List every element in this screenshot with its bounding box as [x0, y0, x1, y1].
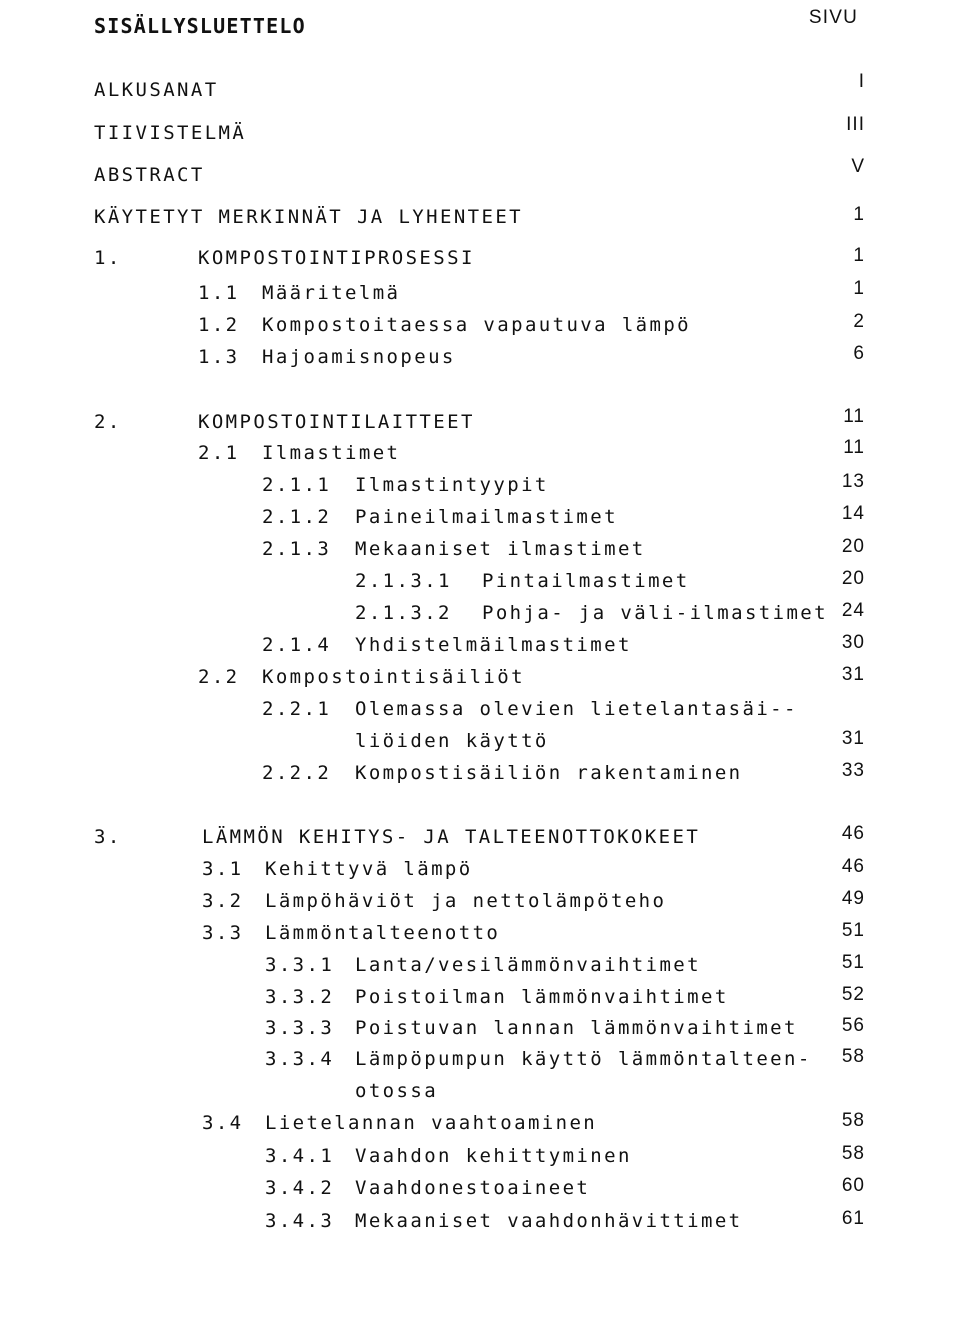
- toc-number: 3.4.2: [265, 1177, 335, 1199]
- toc-text: Mekaaniset vaahdonhävittimet: [355, 1210, 743, 1232]
- toc-page: 1: [853, 204, 865, 225]
- toc-text: Olemassa olevien lietelantasäi--: [355, 698, 798, 720]
- toc-page: 60: [841, 1175, 865, 1196]
- toc-number: 2.1.3.2: [355, 602, 452, 624]
- toc-number: 3.4.1: [265, 1145, 335, 1167]
- toc-number: 3.3.1: [265, 954, 335, 976]
- toc-text: ABSTRACT: [94, 164, 205, 186]
- toc-page: 24: [841, 600, 865, 621]
- toc-text: Pintailmastimet: [482, 570, 690, 592]
- toc-text: Ilmastintyypit: [355, 474, 549, 496]
- toc-text: Lanta/vesilämmönvaihtimet: [355, 954, 701, 976]
- toc-page: 51: [841, 920, 865, 941]
- toc-page: 49: [841, 888, 865, 909]
- toc-text: Paineilmailmastimet: [355, 506, 618, 528]
- toc-text: Määritelmä: [262, 282, 401, 304]
- toc-text: ALKUSANAT: [94, 79, 219, 101]
- toc-number: 2.1.2: [262, 506, 332, 528]
- toc-text-continued: liöiden käyttö: [355, 730, 549, 752]
- toc-page: 20: [841, 568, 865, 589]
- toc-text: Kompostoitaessa vapautuva lämpö: [262, 314, 692, 336]
- toc-page: 33: [841, 760, 865, 781]
- toc-text: Kompostisäiliön rakentaminen: [355, 762, 743, 784]
- toc-number: 2.1.3: [262, 538, 332, 560]
- toc-text: Kehittyvä lämpö: [265, 858, 473, 880]
- toc-number: 1.1: [198, 282, 240, 304]
- toc-number: 1.2: [198, 314, 240, 336]
- toc-text: Yhdistelmäilmastimet: [355, 634, 632, 656]
- toc-number: 2.2.1: [262, 698, 332, 720]
- toc-number: 3.3.2: [265, 986, 335, 1008]
- toc-page: 1: [853, 245, 865, 266]
- toc-number: 3.: [94, 826, 122, 848]
- toc-page: I: [858, 71, 865, 92]
- toc-text: KOMPOSTOINTILAITTEET: [198, 411, 475, 433]
- toc-page: 52: [841, 984, 865, 1005]
- toc-text: LÄMMÖN KEHITYS- JA TALTEENOTTOKOKEET: [202, 826, 701, 848]
- toc-number: 2.1.4: [262, 634, 332, 656]
- toc-page: 11: [843, 437, 865, 458]
- toc-page: III: [846, 114, 865, 135]
- toc-page: 31: [841, 728, 865, 749]
- toc-number: 2.: [94, 411, 122, 433]
- toc-number: 3.3.4: [265, 1048, 335, 1070]
- toc-number: 3.3.3: [265, 1017, 335, 1039]
- toc-page: 2: [853, 311, 865, 332]
- toc-text: KOMPOSTOINTIPROSESSI: [198, 247, 475, 269]
- toc-text: Kompostointisäiliöt: [262, 666, 525, 688]
- toc-text: Vaahdonestoaineet: [355, 1177, 591, 1199]
- toc-number: 1.3: [198, 346, 240, 368]
- toc-text: Hajoamisnopeus: [262, 346, 456, 368]
- toc-page: V: [851, 156, 865, 177]
- toc-text-continued: otossa: [355, 1080, 439, 1102]
- toc-text: Ilmastimet: [262, 442, 401, 464]
- toc-page: 13: [841, 471, 865, 492]
- toc-page: 31: [841, 664, 865, 685]
- toc-text: Poistuvan lannan lämmönvaihtimet: [355, 1017, 798, 1039]
- toc-number: 2.1: [198, 442, 240, 464]
- toc-text: Vaahdon kehittyminen: [355, 1145, 632, 1167]
- toc-text: KÄYTETYT MERKINNÄT JA LYHENTEET: [94, 206, 524, 228]
- toc-page: 6: [853, 343, 865, 364]
- toc-number: 3.3: [202, 922, 244, 944]
- toc-text: Mekaaniset ilmastimet: [355, 538, 646, 560]
- toc-page: 51: [841, 952, 865, 973]
- toc-page: 1: [853, 278, 865, 299]
- toc-text: Lietelannan vaahtoaminen: [265, 1112, 598, 1134]
- toc-page: 58: [841, 1143, 865, 1164]
- toc-page: 61: [841, 1208, 865, 1229]
- toc-number: 2.2.2: [262, 762, 332, 784]
- toc-page: 56: [841, 1015, 865, 1036]
- toc-text: Lämmöntalteenotto: [265, 922, 501, 944]
- toc-text: TIIVISTELMÄ: [94, 122, 247, 144]
- toc-number: 2.2: [198, 666, 240, 688]
- toc-page: 58: [841, 1110, 865, 1131]
- toc-number: 3.2: [202, 890, 244, 912]
- toc-page: 46: [841, 823, 865, 844]
- toc-number: 1.: [94, 247, 122, 269]
- toc-number: 3.4: [202, 1112, 244, 1134]
- toc-page: 20: [841, 536, 865, 557]
- toc-text: Poistoilman lämmönvaihtimet: [355, 986, 729, 1008]
- page-column-heading: SIVU: [808, 7, 858, 28]
- toc-page: 11: [843, 406, 865, 427]
- toc-number: 3.1: [202, 858, 244, 880]
- page-title: SISÄLLYSLUETTELO: [94, 14, 306, 38]
- toc-page: 30: [841, 632, 865, 653]
- toc-number: 2.1.3.1: [355, 570, 452, 592]
- toc-text: Lämpöhäviöt ja nettolämpöteho: [265, 890, 667, 912]
- toc-number: 3.4.3: [265, 1210, 335, 1232]
- toc-text: Pohja- ja väli-ilmastimet: [482, 602, 828, 624]
- toc-page: 46: [841, 856, 865, 877]
- toc-number: 2.1.1: [262, 474, 332, 496]
- toc-page: 14: [841, 503, 865, 524]
- toc-text: Lämpöpumpun käyttö lämmöntalteen-: [355, 1048, 812, 1070]
- toc-page: 58: [841, 1046, 865, 1067]
